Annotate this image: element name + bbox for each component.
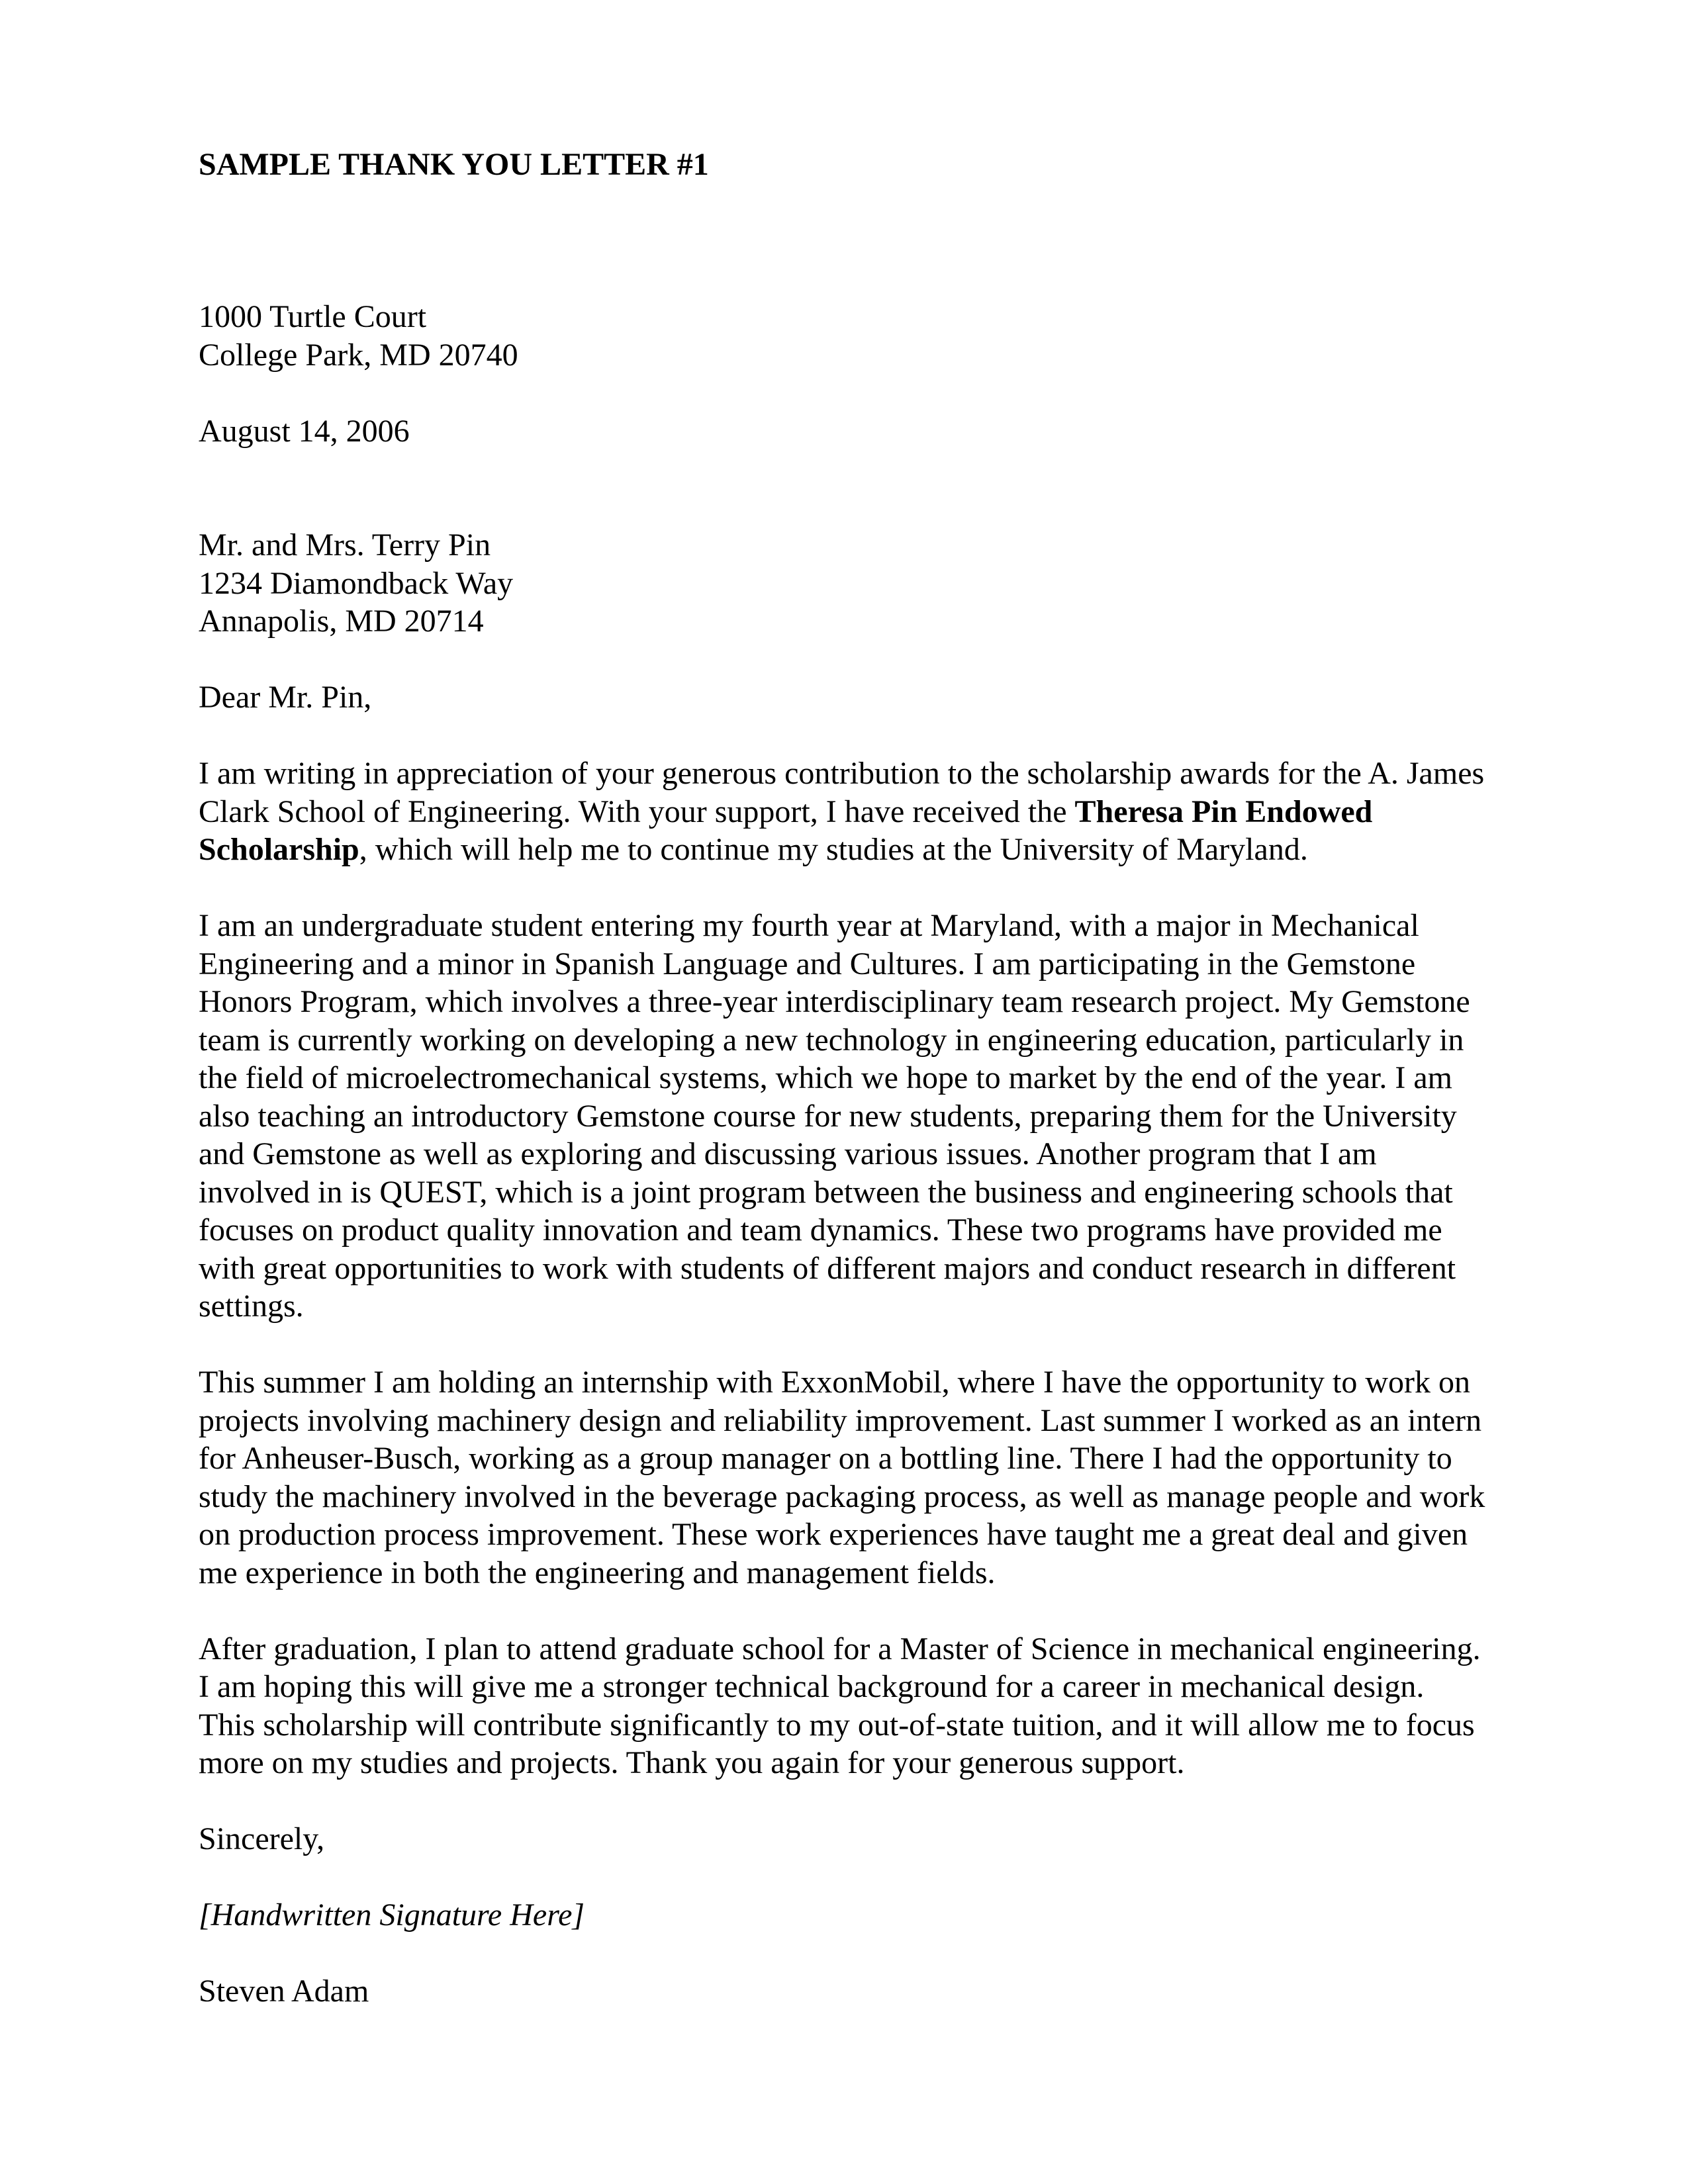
paragraph-line: settings. <box>199 1289 304 1324</box>
paragraph-line: more on my studies and projects. Thank you again for your generous support. <box>199 1745 1185 1780</box>
paragraph-text: Clark School of Engineering. With your support, I have received the <box>199 794 1075 829</box>
paragraph-line: Honors Program, which involves a three-year interdisciplinary team research project. My Gemstone <box>199 984 1470 1019</box>
paragraph-line: Engineering and a minor in Spanish Language and Cultures. I am participating in the Gemstone <box>199 946 1416 981</box>
paragraph-line: focuses on product quality innovation and team dynamics. These two programs have provided me <box>199 1212 1442 1248</box>
sender-address-line: 1000 Turtle Court <box>199 299 427 334</box>
paragraph-line: for Anheuser-Busch, working as a group manager on a bottling line. There I had the opportunity to <box>199 1441 1452 1476</box>
paragraph-line: I am writing in appreciation of your generous contribution to the scholarship awards for the A. James <box>199 756 1485 791</box>
paragraph-line: team is currently working on developing a new technology in engineering education, particularly in <box>199 1022 1464 1058</box>
paragraph-line: me experience in both the engineering and management fields. <box>199 1555 996 1590</box>
recipient-address-line: Annapolis, MD 20714 <box>199 604 484 639</box>
paragraph-line: involved in is QUEST, which is a joint program between the business and engineering schools that <box>199 1174 1453 1210</box>
paragraph-text: , which will help me to continue my studies at the University of Maryland. <box>359 832 1308 867</box>
sender-address-line: College Park, MD 20740 <box>199 337 518 373</box>
closing: Sincerely, <box>199 1821 325 1856</box>
letter-content <box>199 146 1489 2011</box>
paragraph-line: This summer I am holding an internship with ExxonMobil, where I have the opportunity to work on <box>199 1365 1471 1400</box>
paragraph-line: After graduation, I plan to attend graduate school for a Master of Science in mechanical engineering. <box>199 1631 1481 1666</box>
paragraph-line <box>199 793 1489 831</box>
letter-date: August 14, 2006 <box>199 413 410 449</box>
paragraph-line: also teaching an introductory Gemstone course for new students, preparing them for the University <box>199 1098 1457 1134</box>
scholarship-name-bold: Scholarship <box>199 832 359 867</box>
recipient-address-line: Mr. and Mrs. Terry Pin <box>199 527 491 563</box>
paragraph-line: the field of microelectromechanical systems, which we hope to market by the end of the year. I am <box>199 1060 1452 1095</box>
salutation: Dear Mr. Pin, <box>199 680 372 715</box>
paragraph-line: projects involving machinery design and reliability improvement. Last summer I worked as an intern <box>199 1402 1482 1438</box>
paragraph-line: I am hoping this will give me a stronger technical background for a career in mechanical design. <box>199 1669 1425 1704</box>
sender-address <box>199 298 1489 374</box>
body-paragraph-2 <box>199 907 1489 1326</box>
scholarship-name-bold: Theresa Pin Endowed <box>1074 794 1373 829</box>
body-paragraph-1 <box>199 754 1489 869</box>
paragraph-line <box>199 831 1489 869</box>
signature-placeholder: [Handwritten Signature Here] <box>199 1897 585 1933</box>
paragraph-line: with great opportunities to work with students of different majors and conduct research in different <box>199 1250 1456 1286</box>
paragraph-line: This scholarship will contribute significantly to my out-of-state tuition, and it will allow me to focus <box>199 1707 1475 1743</box>
body-paragraph-4 <box>199 1630 1489 1782</box>
signer-name: Steven Adam <box>199 1974 369 2009</box>
paragraph-line: on production process improvement. These work experiences have taught me a great deal and given <box>199 1517 1468 1552</box>
letter-title: SAMPLE THANK YOU LETTER #1 <box>199 147 709 182</box>
recipient-address <box>199 526 1489 641</box>
body-paragraph-3 <box>199 1363 1489 1592</box>
recipient-address-line: 1234 Diamondback Way <box>199 565 514 601</box>
paragraph-line: I am an undergraduate student entering my fourth year at Maryland, with a major in Mechanical <box>199 908 1419 943</box>
paragraph-line: and Gemstone as well as exploring and discussing various issues. Another program that I am <box>199 1136 1377 1171</box>
paragraph-line: study the machinery involved in the beverage packaging process, as well as manage people and work <box>199 1479 1485 1514</box>
